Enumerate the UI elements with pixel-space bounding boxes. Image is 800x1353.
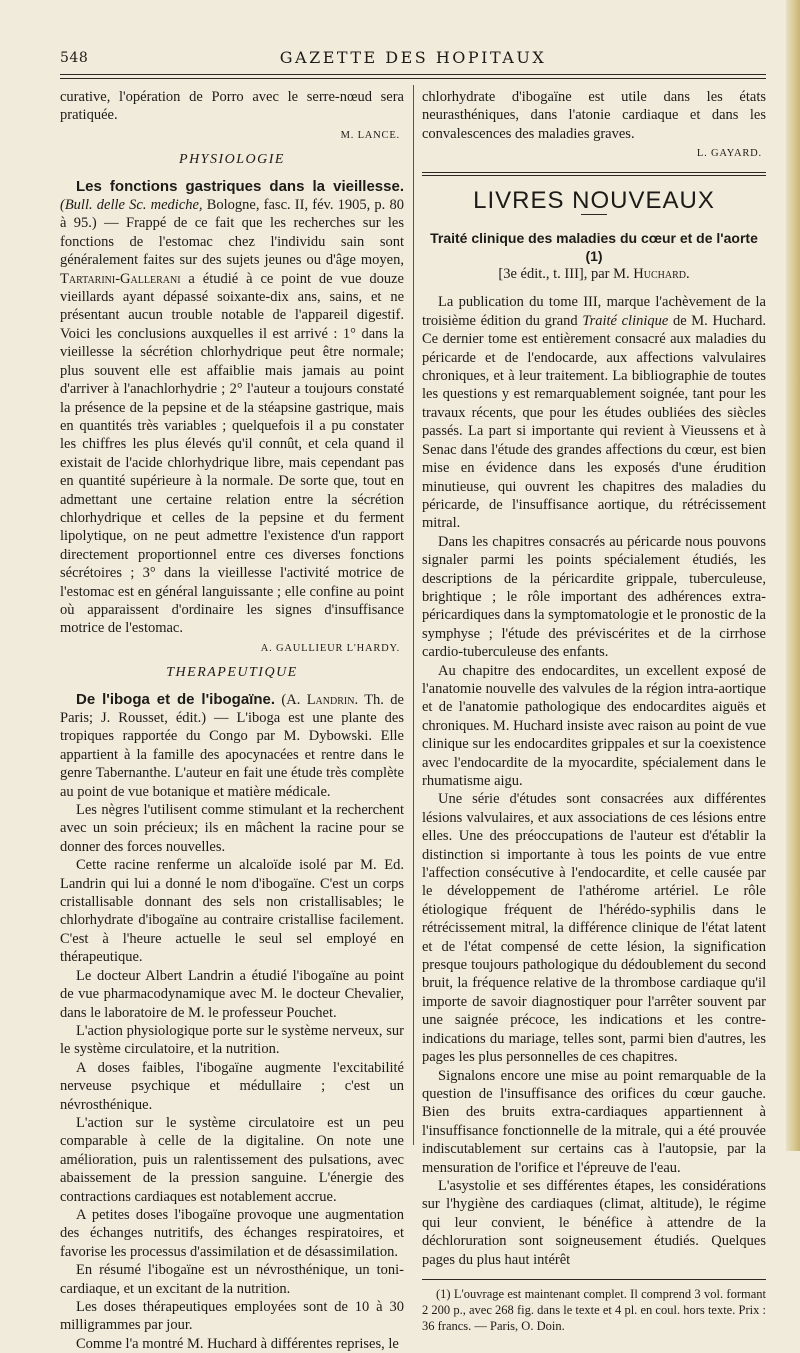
section-title-physiologie: PHYSIOLOGIE: [179, 152, 285, 168]
book-subtitle-end: .: [685, 266, 690, 283]
book-title: Traité clinique des maladies du cœur et de l'aorte (1): [430, 230, 758, 265]
article-physiologie: [60, 178, 404, 638]
section-title-therapeutique: THERAPEUTIQUE: [166, 665, 298, 681]
footnote: (1) L'ouvrage est maintenant complet. Il comprend 3 vol. formant 2 200 p., avec 268 fig. dans le texte et 4 pl. en coul. hors texte. Prix : 36 francs. — Paris, O. Doin.: [422, 1286, 766, 1333]
article-reference-detail: . Th. de Paris; J. Rousset, édit.) —: [60, 691, 404, 726]
article-iboga-p9: En résumé l'ibogaïne est un névrosthénique, un toni-cardiaque, et un excitant de la nutrition.: [60, 1262, 404, 1297]
header-rule-top: [60, 74, 766, 75]
right-column: [422, 88, 766, 1334]
journal-title: GAZETTE DES HOPITAUX: [279, 48, 547, 67]
article-body: a étudié à ce point de vue douze vieillards ayant dépassé soixante-dix ans, sains, et ne présentant aucun trouble notable de l'appareil digestif. Voici les conclusions auxquelles il est arrivé : 1° dans la vieillesse la sécrétion chlorhydrique peut être normale; plus souvent elle est affaiblie mais jamais au point d'arriver à l'anachlorhydrie ; 2° l'auteur a toujours constaté la présence de la pepsine et de la stéapsine gastrique, mais en quantités très variables ; quelquefois il a pu constater les chiffres les plus élevés qu'il connût, et cela quand il existait de l'acide chlorhydrique libre, mais cependant pas en quantité supérieure à la normale. De sorte que, tout en admettant une certaine relation entre la sécrétion chlorhydrique et celles de la pepsine et du ferment lipolytique, on ne peut admettre l'existence d'un rapport directement proportionnel entre ces diverses fonctions sécrétoires ; 3° dans la vieillesse l'activité motrice de l'estomac est en général languissante ; elle confine au point où apparaissent d'ordinaire les signes d'insuffisance motrice de l'estomac.: [60, 270, 404, 637]
continuation-signature-line: [422, 143, 766, 163]
review-p2: Dans les chapitres consacrés au péricarde nous pouvons signaler parmi les points spécialement étudiés, les descriptions de la péricardite grippale, tuberculeuse, brightique ; le rôle important des adhérences extra-péricardiques dans la symptomatologie et le pronostic de la symphyse ; l'étude des préviscérites et de la cirrhose cardio-tuberculeuse des enfants.: [422, 533, 766, 661]
article-iboga-p2: Les nègres l'utilisent comme stimulant et la recherchent avec un soin précieux; ils en mâchent la racine pour se donner des forces nouvelles.: [60, 802, 404, 855]
column-divider: [413, 85, 414, 1145]
footnote-rule: [422, 1279, 766, 1280]
article-iboga-p11: Comme l'a montré M. Huchard à différentes reprises, le: [76, 1335, 399, 1352]
article-iboga-p8: A petites doses l'ibogaïne provoque une augmentation des échanges nutritifs, des échanges respiratoires, et favorise les processus d'assimilation et de désassimilation.: [60, 1206, 404, 1260]
article-reference-detail: Bologne, fasc. II, fév. 1905, p. 80 à 95.) —: [60, 197, 404, 232]
section-title-livres-nouveaux: LIVRES NOUVEAUX: [473, 186, 715, 214]
article-iboga-p1: [60, 691, 404, 801]
review-p5: Signalons encore une mise au point remarquable de la question de l'insuffisance des orifices du cœur gauche. Bien des bruits extra-cardiaques appartiennent à l'insuffisance fonctionnelle de la mitrale, qui a été prouvée indiscutablement sur certains cas à l'autopsie, par la mensuration de l'orifice et l'épreuve de l'eau.: [422, 1067, 766, 1176]
book-edition: [3e édit., t. III], par M.: [498, 266, 634, 283]
review-p1: [422, 293, 766, 532]
review-p3: Au chapitre des endocardites, un excellent exposé de l'anatomie nouvelle des valvules de la région intra-aortique et de l'anatomie pathologique des endocardites aiguës et chroniques. M. Huchard insiste avec raison au point de vue clinique sur les endocardites grippales et sur la coexistence avec l'endocardite de la myocardite, spécialement dans le rhumatisme aigu.: [422, 662, 766, 789]
article-reference: (Bull. delle Sc. mediche,: [60, 197, 203, 214]
title-rule: [581, 214, 607, 215]
intro-paragraph: [60, 88, 404, 125]
article-signature-line: [60, 638, 404, 658]
continuation-signature: L. GAYARD.: [696, 148, 762, 160]
article-title: De l'iboga et de l'ibogaïne.: [76, 690, 276, 708]
article-iboga-p6: A doses faibles, l'ibogaïne augmente l'excitabilité nerveuse psychique et médullaire ; c'est un névrosthénique.: [60, 1059, 404, 1113]
article-iboga-p7: L'action sur le système circulatoire est un peu comparable à celle de la digitaline. On note une amélioration, puis un ralentissement des pulsations, avec abaissement de la pression sanguine. L'énergie des contractions cardiaques est notablement accrue.: [60, 1114, 404, 1205]
intro-signature: M. LANCE.: [340, 129, 400, 141]
review-p6: L'asystolie et ses différentes étapes, les considérations sur l'hygiène des cardiaques (climat, altitude), le régime qui leur convient, le bénéfice à attendre de la déchloruration sont soigneusement étudiés. Quelques pages du plus haut intérêt: [422, 1177, 766, 1268]
review-book-ref: Traité clinique: [582, 312, 669, 329]
article-iboga-p5: L'action physiologique porte sur le système nerveux, sur le système circulatoire, et la nutrition.: [60, 1022, 404, 1058]
article-iboga-p3: Cette racine renferme un alcaloïde isolé par M. Ed. Landrin qui lui a donné le nom d'ibogaïne. C'est un corps cristallisable donnant des sels non cristallisables; le chlorhydrate d'ibogaïne au contraire cristallise facilement. C'est à l'heure actuelle le seul sel employé en thérapeutique.: [60, 857, 404, 966]
article-iboga-p10: Les doses thérapeutiques employées sont de 10 à 30 milligrammes par jour.: [60, 1299, 404, 1334]
intro-text: curative, l'opération de Porro avec le serre-nœud sera pratiquée.: [60, 89, 404, 124]
article-body: L'iboga est une plante des tropiques rapportée du Congo par M. Dybowski. Elle appartient à la famille des apocynacées et rentre dans le genre Tabernanthe. L'auteur en fait une étude très complète au point de vue botanique et matière médicale.: [60, 710, 405, 800]
page-edge-shadow: [786, 0, 800, 1151]
review-text: de M. Huchard. Ce dernier tome est entièrement consacré aux maladies du péricarde et de l'endocarde, aux affections valvulaires chroniques, et à leur traitement. La bibliographie de toutes les questions y est remarquablement soignée, tant pour les travaux récents, que pour les études oubliées des siècles passés. La part si importante qui revient à Vieussens et à Senac dans l'étude des grandes affections du cœur, est bien mise en évidence dans les exposés d'une érudition minutieuse, qui ouvrent les chapitres des maladies du péricarde, de l'insuffisance aortique, du rétrécissement mitral.: [422, 312, 766, 532]
review-p4: Une série d'études sont consacrées aux différentes lésions valvulaires, et aux associations de ces lésions entre elles. Une des préoccupations de l'auteur est d'établir la distinction si importante à tous les points de vue entre l'affection consécutive à l'endocardite, et celle causée par le développement de l'athérome artériel. Le rôle étiologique fréquent de l'hérédo-syphilis dans le rétrécissement mitral, la différence clinique de l'état latent et de l'état compensé de cette lésion, la signification presque toujours pathologique du dédoublement du second bruit, la fréquence relative de la thrombose cardiaque qu'il importe de savoir diagnostiquer pour l'arrêter souvent par une saignée précoce, les indications et les contre-indications du mariage, telles sont, parmi bien d'autres, les pages les plus personnelles de ces chapitres.: [422, 791, 766, 1066]
article-signature: A. GAULLIEUR L'HARDY.: [260, 642, 400, 654]
article-title: Les fonctions gastriques dans la vieillesse.: [76, 177, 404, 195]
article-author: Landrin: [306, 691, 355, 708]
article-iboga-p4: Le docteur Albert Landrin a étudié l'ibogaïne au point de vue pharmacodynamique avec M. le docteur Chevalier, dans le laboratoire de M. le professeur Pouchet.: [60, 967, 404, 1021]
book-author: Huchard: [633, 266, 686, 283]
article-body-start: Frappé de ce fait que les recherches sur les fonctions de l'estomac chez l'individu sain sont généralement faites sur des sujets jeunes ou d'âge moyen,: [60, 215, 404, 269]
section-separator: [422, 172, 766, 176]
article-author: Tartarini-Gallerani: [60, 270, 181, 287]
page-number: 548: [60, 50, 89, 66]
continuation-paragraph: chlorhydrate d'ibogaïne est utile dans les états neurasthéniques, dans l'atonie cardiaque et dans les convalescences des maladies graves.: [422, 89, 766, 142]
page-header: [60, 48, 766, 70]
article-reference: (A.: [275, 691, 307, 708]
header-rule-bottom: [60, 78, 766, 79]
left-column: [60, 88, 404, 1353]
book-subtitle: [422, 265, 766, 283]
review-text: La publication du tome III, marque l'achèvement de la troisième édition du grand: [422, 294, 766, 329]
intro-signature-line: [60, 125, 404, 145]
